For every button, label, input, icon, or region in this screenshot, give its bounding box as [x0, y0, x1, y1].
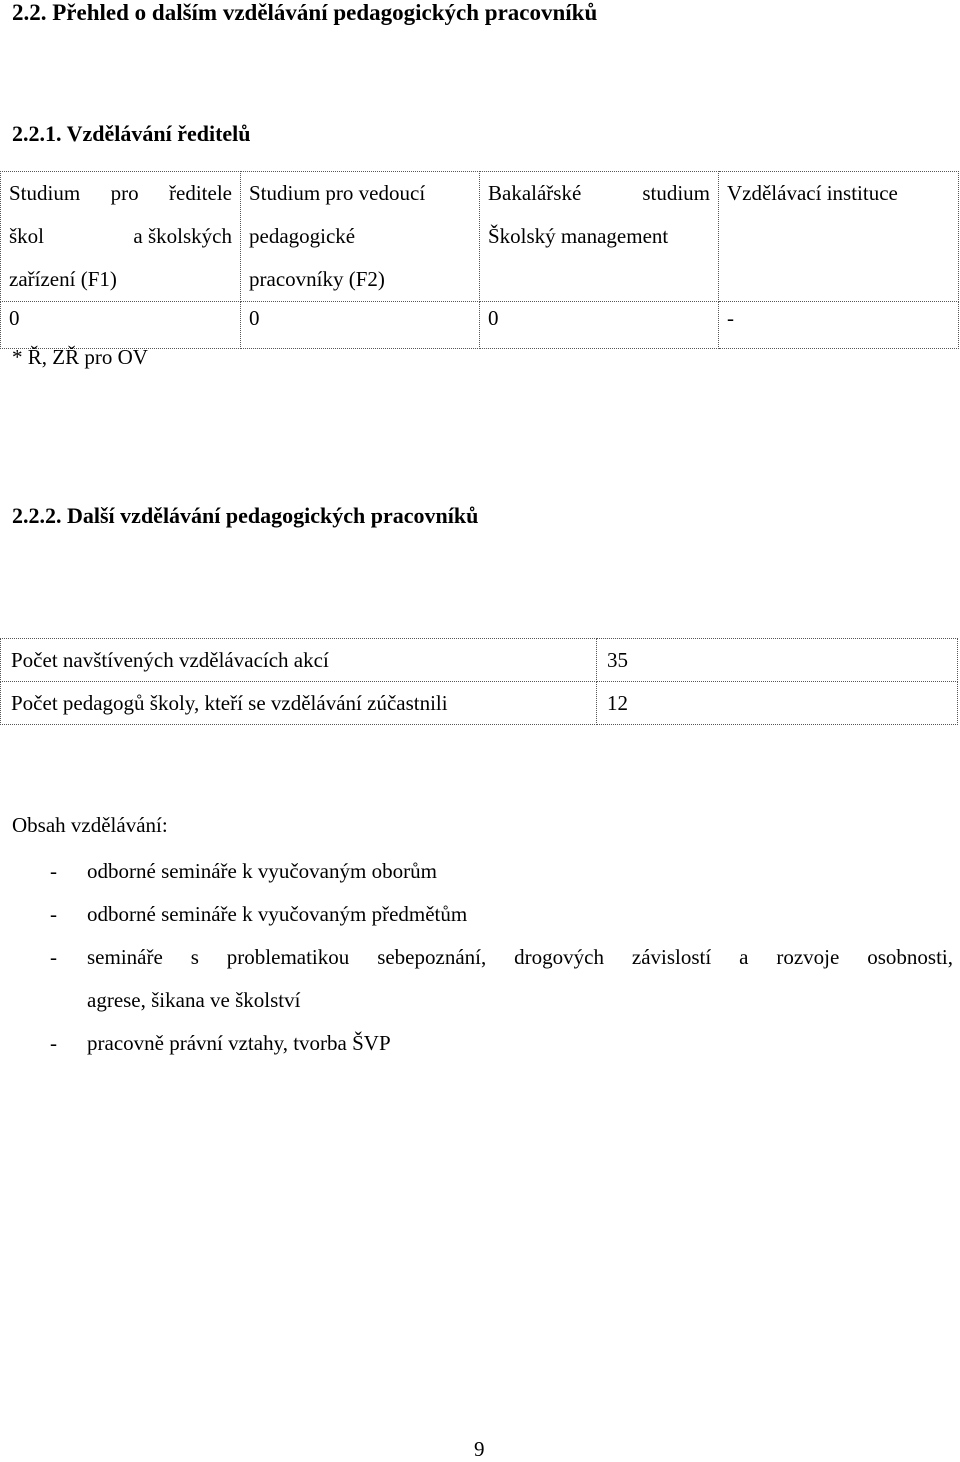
directors-education-table	[0, 171, 959, 349]
row-value: 12	[597, 682, 958, 725]
table-row	[1, 639, 958, 682]
further-education-table	[0, 638, 958, 725]
list-item: - pracovně právní vztahy, tvorba ŠVP	[0, 1022, 960, 1065]
content-label: Obsah vzdělávání:	[12, 813, 168, 837]
header-cell-institution: Vzdělávací instituce	[719, 172, 959, 302]
page-number: 9	[474, 1437, 485, 1461]
dash-marker: -	[50, 1031, 57, 1055]
section-heading: 2.2. Přehled o dalším vzdělávání pedagogických pracovníků	[12, 0, 598, 25]
value-cell-f2: 0	[241, 302, 480, 349]
header-cell-f2: Studium pro vedoucí pedagogické pracovníky (F2)	[241, 172, 480, 302]
row-label: Počet pedagogů školy, kteří se vzdělávání zúčastnili	[1, 682, 597, 725]
header-cell-bachelor: Bakalářské studium Školský management	[480, 172, 719, 302]
table-header-row	[1, 172, 959, 302]
footnote: * Ř, ZŘ pro OV	[12, 345, 148, 369]
table-row	[1, 302, 959, 349]
subsection-heading-further-education: 2.2.2. Další vzdělávání pedagogických pracovníků	[12, 503, 479, 528]
dash-marker: -	[50, 902, 57, 926]
dash-marker: -	[50, 859, 57, 883]
value-cell-bachelor: 0	[480, 302, 719, 349]
table-row	[1, 682, 958, 725]
row-value: 35	[597, 639, 958, 682]
row-label: Počet navštívených vzdělávacích akcí	[1, 639, 597, 682]
value-cell-f1: 0	[1, 302, 241, 349]
list-item-justified: semináře s problematikou sebepoznání, drogových závislostí a rozvoje osobnosti,	[87, 945, 953, 969]
list-item-continuation: agrese, šikana ve školství	[87, 988, 301, 1012]
value-cell-institution: -	[719, 302, 959, 349]
content-list	[0, 850, 960, 1065]
list-item	[0, 936, 960, 1022]
list-item: - odborné semináře k vyučovaným předmětům	[0, 893, 960, 936]
dash-marker: -	[50, 945, 57, 969]
list-item: - odborné semináře k vyučovaným oborům	[0, 850, 960, 893]
header-cell-f1: Studium pro ředitele škol a školských zařízení (F1)	[1, 172, 241, 302]
subsection-heading-directors: 2.2.1. Vzdělávání ředitelů	[12, 121, 251, 146]
